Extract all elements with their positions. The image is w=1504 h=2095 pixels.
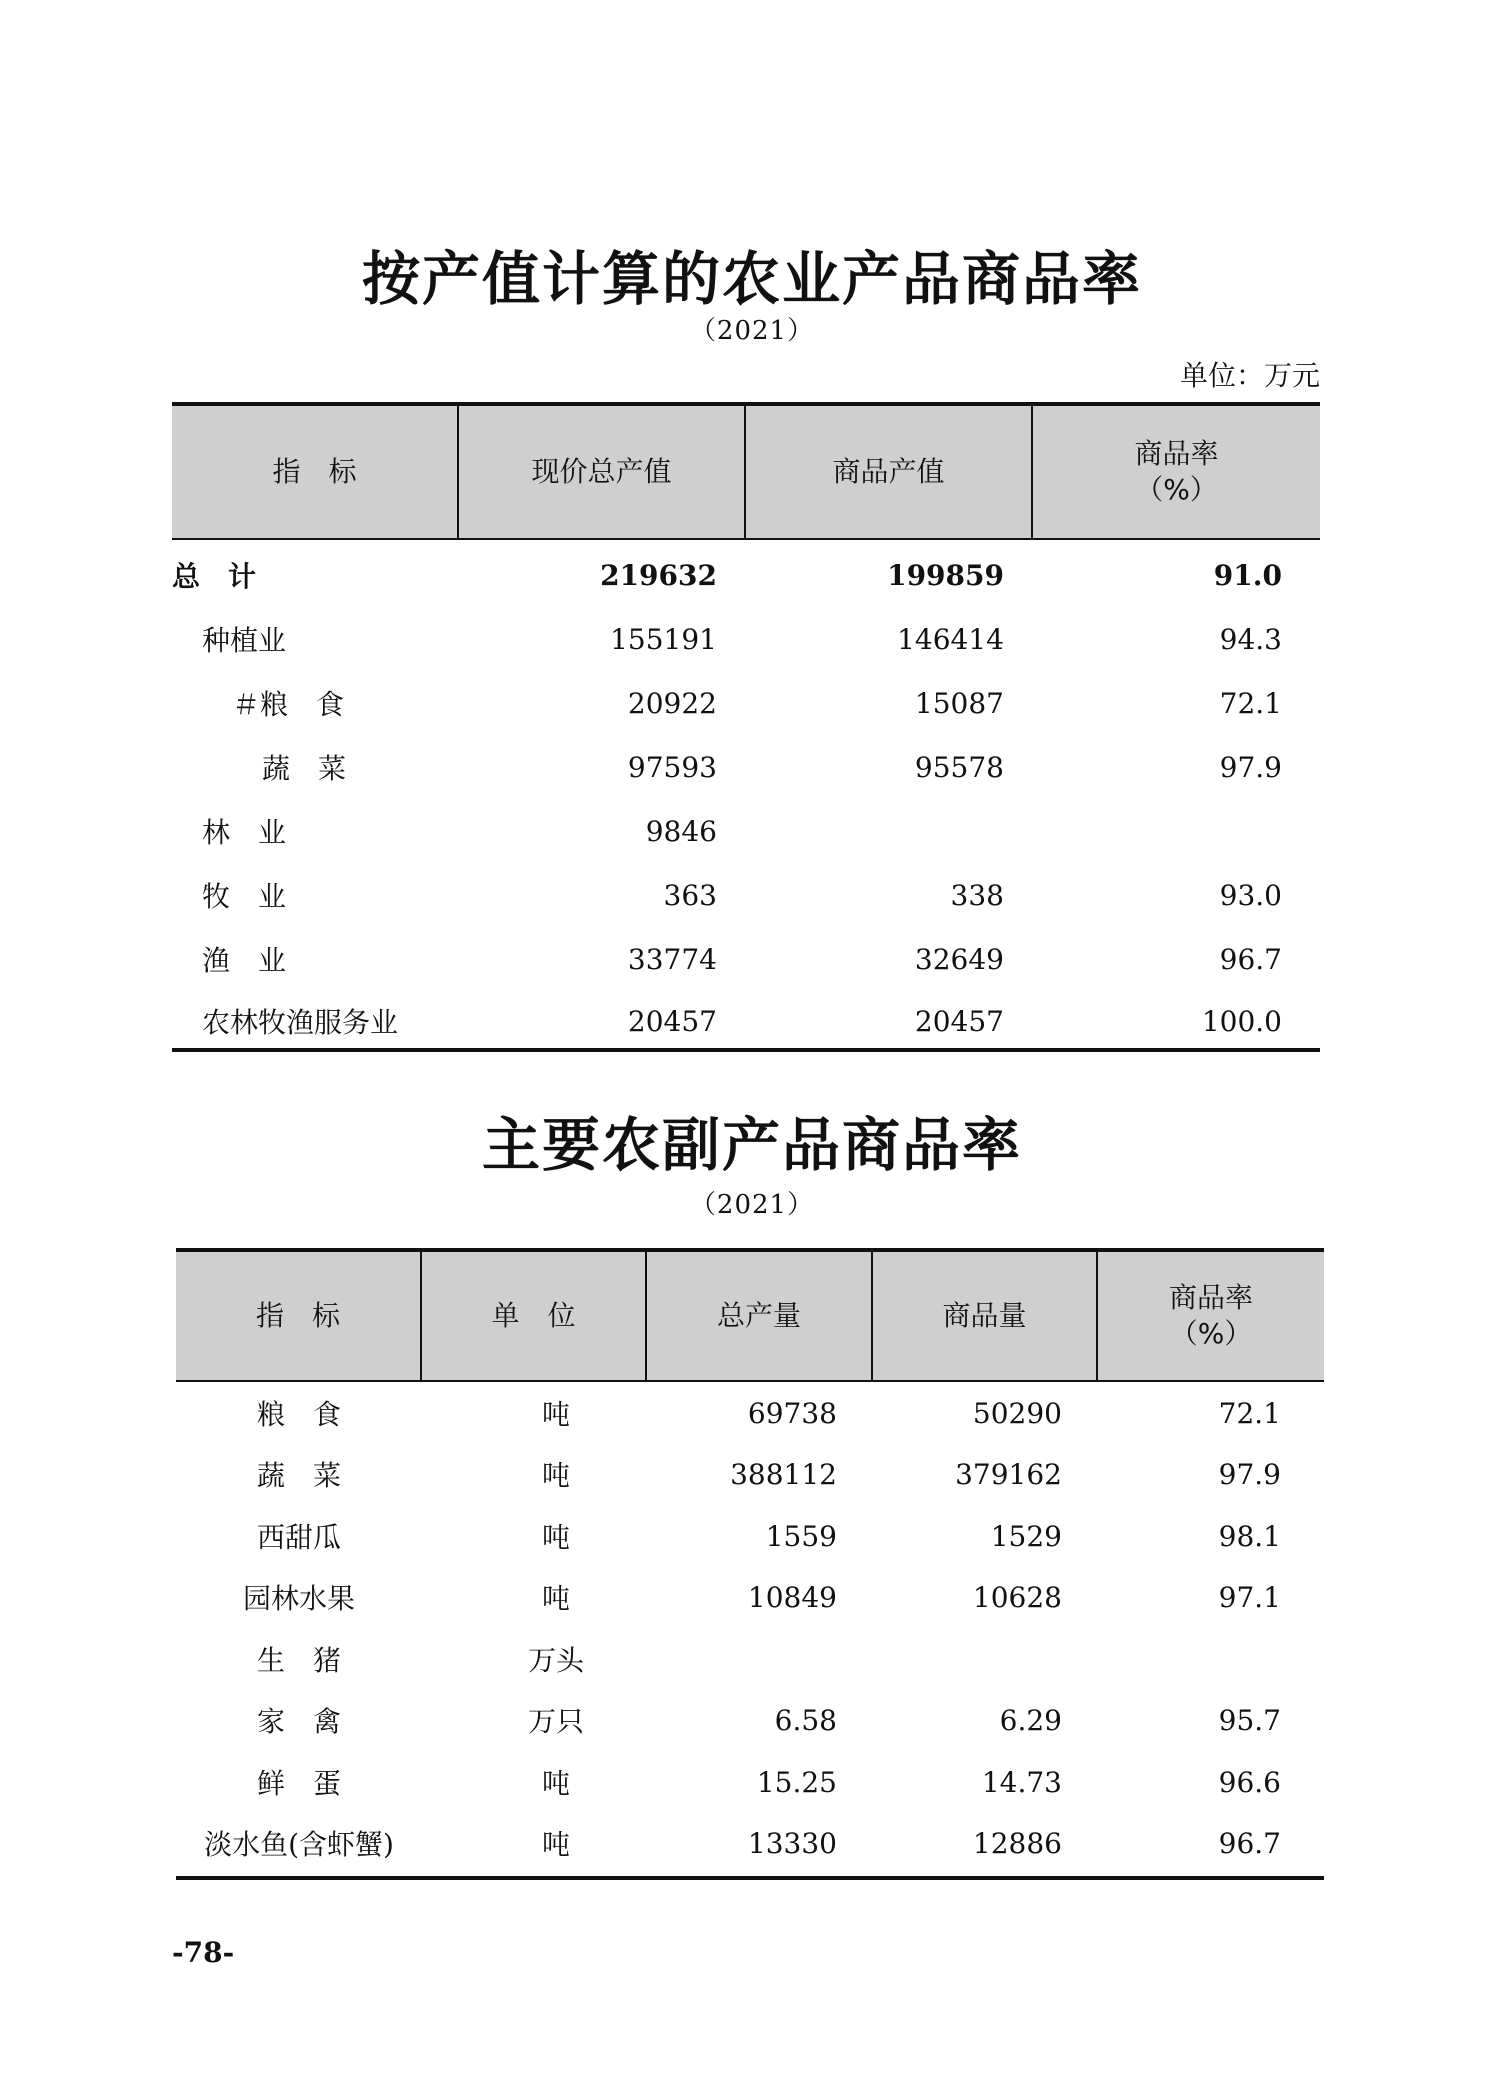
table-row <box>172 870 1320 920</box>
row-unit: 吨 <box>542 1521 571 1554</box>
row-commodity: 32649 <box>914 942 1004 976</box>
table-row <box>176 1572 1324 1622</box>
row-unit: 万头 <box>528 1644 585 1677</box>
row-label: 总 计 <box>172 560 257 593</box>
table2 <box>176 1248 1324 1880</box>
table-row <box>172 742 1320 792</box>
row-commodity: 95578 <box>914 750 1004 784</box>
row-unit: 吨 <box>542 1398 571 1431</box>
row-total: 20457 <box>627 1004 717 1038</box>
row-unit: 吨 <box>542 1459 571 1492</box>
table1-title: 按产值计算的农业产品商品率 <box>361 245 1142 313</box>
row-rate: 96.7 <box>1218 1826 1281 1860</box>
row-rate: 96.7 <box>1219 942 1282 976</box>
row-label: 园林水果 <box>242 1582 355 1615</box>
row-rate: 100.0 <box>1201 1004 1282 1038</box>
table-row <box>172 550 1320 600</box>
row-rate: 96.6 <box>1218 1765 1281 1799</box>
table-row <box>172 934 1320 984</box>
table2-header <box>176 1252 1324 1382</box>
row-label: 生 猪 <box>256 1644 341 1677</box>
row-label: 淡水鱼(含虾蟹) <box>204 1828 394 1861</box>
row-rate: 98.1 <box>1218 1519 1281 1553</box>
row-total: 33774 <box>627 942 717 976</box>
row-rate: 97.9 <box>1219 750 1282 784</box>
row-total: 97593 <box>627 750 717 784</box>
table2-bottom-rule <box>176 1876 1324 1880</box>
row-commodity: 50290 <box>972 1396 1062 1430</box>
row-output: 1559 <box>765 1519 837 1553</box>
table2-header-rate: 商品率 （%） <box>1168 1281 1253 1350</box>
row-label: 粮 食 <box>256 1398 341 1431</box>
row-unit: 吨 <box>542 1828 571 1861</box>
table1-header-indicator: 指 标 <box>172 406 459 538</box>
row-output: 6.58 <box>774 1703 837 1737</box>
table1-header-rate: 商品率 （%） <box>1134 437 1219 506</box>
table2-title: 主要农副产品商品率 <box>481 1111 1022 1179</box>
table-row <box>176 1634 1324 1684</box>
row-output: 388112 <box>730 1457 837 1491</box>
table-row <box>172 806 1320 856</box>
row-label: 鲜 蛋 <box>256 1767 341 1800</box>
row-rate: 95.7 <box>1218 1703 1281 1737</box>
row-unit: 万只 <box>528 1705 585 1738</box>
row-total: 155191 <box>610 622 717 656</box>
row-label: 蔬 菜 <box>256 1459 341 1492</box>
table-row <box>176 1757 1324 1807</box>
table1-unit: 单位：万元 <box>1179 359 1320 392</box>
table1 <box>172 402 1320 1052</box>
row-commodity: 15087 <box>914 686 1004 720</box>
row-unit: 吨 <box>542 1582 571 1615</box>
row-total: 363 <box>663 878 717 912</box>
row-label: ＃粮 食 <box>232 688 345 721</box>
table2-year: （2021） <box>689 1190 815 1220</box>
table2-header-output: 总产量 <box>647 1252 873 1380</box>
table-row <box>176 1388 1324 1438</box>
row-total: 219632 <box>600 558 717 592</box>
table-row <box>172 614 1320 664</box>
row-output: 15.25 <box>756 1765 837 1799</box>
row-output: 13330 <box>747 1826 837 1860</box>
table-row <box>176 1695 1324 1745</box>
row-commodity: 12886 <box>972 1826 1062 1860</box>
row-rate: 93.0 <box>1219 878 1282 912</box>
row-label: 林 业 <box>202 816 287 849</box>
row-label: 牧 业 <box>202 880 287 913</box>
row-total: 9846 <box>645 814 717 848</box>
row-rate: 97.9 <box>1218 1457 1281 1491</box>
row-rate: 97.1 <box>1218 1580 1281 1614</box>
table1-header-total: 现价总产值 <box>459 406 746 538</box>
table1-bottom-rule <box>172 1048 1320 1052</box>
row-commodity: 1529 <box>990 1519 1062 1553</box>
table1-header <box>172 406 1320 540</box>
table-row <box>172 678 1320 728</box>
row-label: 种植业 <box>202 624 287 657</box>
row-commodity: 20457 <box>914 1004 1004 1038</box>
row-rate: 72.1 <box>1218 1396 1281 1430</box>
table2-header-indicator: 指 标 <box>176 1252 422 1380</box>
row-commodity: 146414 <box>897 622 1004 656</box>
row-commodity: 379162 <box>955 1457 1062 1491</box>
row-label: 农林牧渔服务业 <box>202 1006 399 1039</box>
row-rate: 72.1 <box>1219 686 1282 720</box>
table1-header-commodity: 商品产值 <box>746 406 1033 538</box>
row-total: 20922 <box>627 686 717 720</box>
row-rate: 94.3 <box>1219 622 1282 656</box>
row-label: 蔬 菜 <box>262 752 347 785</box>
table1-year: （2021） <box>689 316 815 346</box>
row-label: 家 禽 <box>256 1705 341 1738</box>
table-row <box>176 1449 1324 1499</box>
page-number: -78- <box>172 1936 235 1969</box>
row-commodity: 6.29 <box>999 1703 1062 1737</box>
table2-header-unit: 单 位 <box>422 1252 647 1380</box>
row-output: 10849 <box>747 1580 837 1614</box>
row-label: 西甜瓜 <box>256 1521 341 1554</box>
table-row <box>172 996 1320 1046</box>
row-commodity: 199859 <box>887 558 1004 592</box>
row-commodity: 338 <box>950 878 1004 912</box>
row-unit: 吨 <box>542 1767 571 1800</box>
table-row <box>176 1818 1324 1868</box>
row-output: 69738 <box>747 1396 837 1430</box>
row-commodity: 10628 <box>972 1580 1062 1614</box>
table2-header-commodity: 商品量 <box>873 1252 1098 1380</box>
row-commodity: 14.73 <box>981 1765 1062 1799</box>
row-rate: 91.0 <box>1213 558 1282 592</box>
row-label: 渔 业 <box>202 944 287 977</box>
table-row <box>176 1511 1324 1561</box>
